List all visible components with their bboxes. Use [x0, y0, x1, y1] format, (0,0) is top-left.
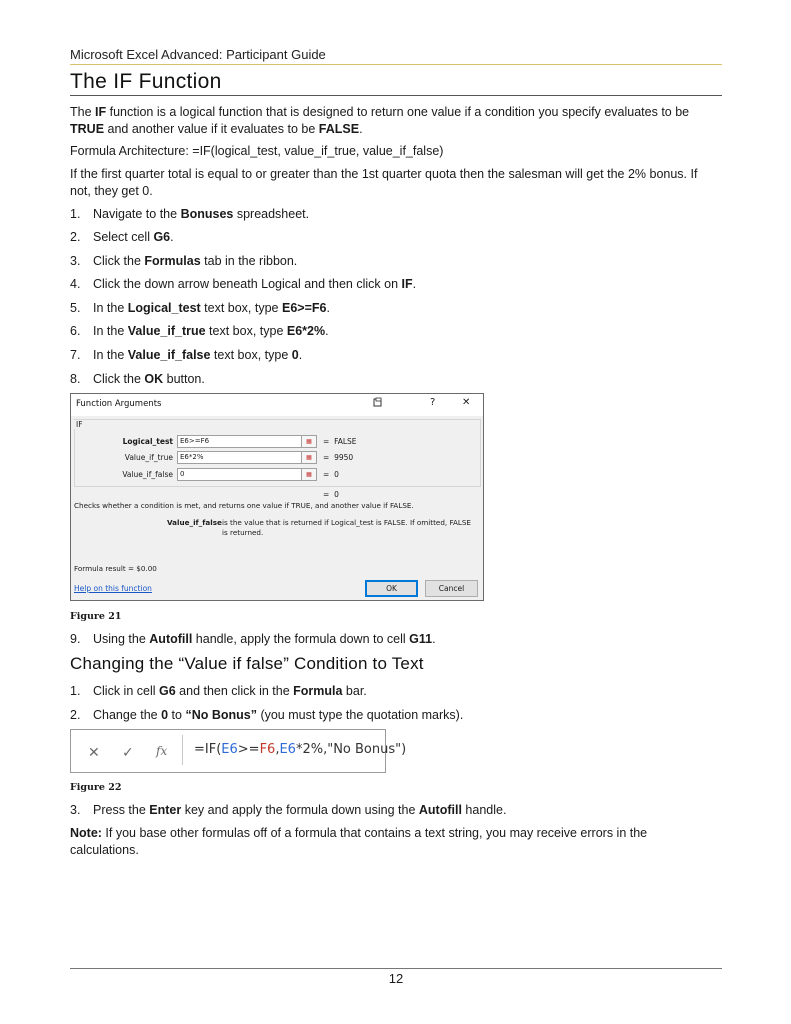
ok-button[interactable]: OK [365, 580, 418, 597]
step-8: 8. Click the OK button. [70, 372, 205, 386]
step-3: 3. Click the Formulas tab in the ribbon. [70, 254, 298, 268]
value-if-false-result: = 0 [323, 470, 339, 479]
step-5: 5. In the Logical_test text box, type E6>=F6. [70, 301, 330, 315]
header-rule [70, 64, 722, 65]
argument-name: Value_if_false [167, 518, 222, 527]
collapse-dialog-icon[interactable]: ▦ [301, 468, 317, 481]
figure-caption: Figure 21 [70, 611, 122, 622]
function-description: Checks whether a condition is met, and returns one value if TRUE, and another value if FALSE. [74, 501, 414, 510]
formula-text[interactable]: =IF(E6>=F6,E6*2%,"No Bonus") [194, 742, 407, 757]
footer-rule [70, 968, 722, 969]
figure-caption: Figure 22 [70, 782, 122, 793]
sub-step-1: 1. Click in cell G6 and then click in the Formula bar. [70, 684, 367, 698]
note-paragraph: Note: If you base other formulas off of a formula that contains a text string, you may receive errors in the calculations. [70, 826, 648, 857]
overall-result: = 0 [323, 490, 339, 499]
page-number: 12 [388, 971, 404, 986]
formula-bar [70, 729, 407, 773]
section-heading: The IF Function [70, 70, 222, 93]
dialog-pin-icon[interactable] [373, 397, 383, 410]
sub-step-2: 2. Change the 0 to “No Bonus” (you must type the quotation marks). [70, 708, 464, 722]
enter-icon[interactable]: ✓ [122, 744, 134, 760]
logical-test-label: Logical_test [122, 437, 173, 446]
collapse-dialog-icon[interactable]: ▦ [301, 435, 317, 448]
step-6: 6. In the Value_if_true text box, type E6*2%. [70, 324, 329, 338]
formula-result: Formula result = $0.00 [74, 564, 157, 573]
close-icon[interactable]: ✕ [462, 397, 471, 408]
formula-bar-divider [182, 735, 183, 765]
dialog-titlebar [71, 394, 483, 416]
cancel-button[interactable]: Cancel [425, 580, 478, 597]
logical-test-result: = FALSE [323, 437, 357, 446]
formula-bar-controls [73, 732, 181, 768]
formula-architecture: Formula Architecture: =IF(logical_test, value_if_true, value_if_false) [70, 144, 444, 158]
value-if-false-input[interactable]: 0 [177, 468, 303, 481]
cancel-icon[interactable]: ✕ [88, 744, 100, 760]
function-arguments-dialog [70, 393, 484, 601]
value-if-true-result: = 9950 [323, 453, 354, 462]
subsection-heading: Changing the “Value if false” Condition to Text [70, 654, 424, 673]
function-name-label: IF [76, 420, 83, 429]
argument-description: is the value that is returned if Logical_test is FALSE. If omitted, FALSE is returned. [222, 518, 471, 537]
step-9: 9. Using the Autofill handle, apply the formula down to cell G11. [70, 632, 436, 646]
help-link[interactable]: Help on this function [74, 584, 152, 593]
heading-rule [70, 95, 722, 96]
sub-step-3: 3. Press the Enter key and apply the formula down using the Autofill handle. [70, 803, 507, 817]
step-1: 1. Navigate to the Bonuses spreadsheet. [70, 207, 310, 221]
running-header: Microsoft Excel Advanced: Participant Guide [70, 47, 326, 62]
collapse-dialog-icon[interactable]: ▦ [301, 451, 317, 464]
help-icon[interactable]: ? [430, 397, 436, 408]
step-2: 2. Select cell G6. [70, 230, 174, 244]
example-paragraph: If the first quarter total is equal to or greater than the 1st quarter quota then the salesman will get the 2% bonus. If not, they get 0. [70, 167, 698, 198]
logical-test-input[interactable]: E6>=F6 [177, 435, 303, 448]
step-4: 4. Click the down arrow beneath Logical and then click on IF. [70, 277, 417, 291]
intro-paragraph: The IF function is a logical function that is designed to return one value if a condition you specify evaluates to be TRUE and another value if it evaluates to be FALSE. [70, 105, 690, 136]
value-if-true-input[interactable]: E6*2% [177, 451, 303, 464]
value-if-true-label: Value_if_true [124, 453, 173, 462]
step-7: 7. In the Value_if_false text box, type 0. [70, 348, 303, 362]
value-if-false-label: Value_if_false [122, 470, 173, 479]
dialog-title: Function Arguments [76, 399, 162, 409]
insert-function-icon[interactable]: fx [156, 744, 168, 758]
